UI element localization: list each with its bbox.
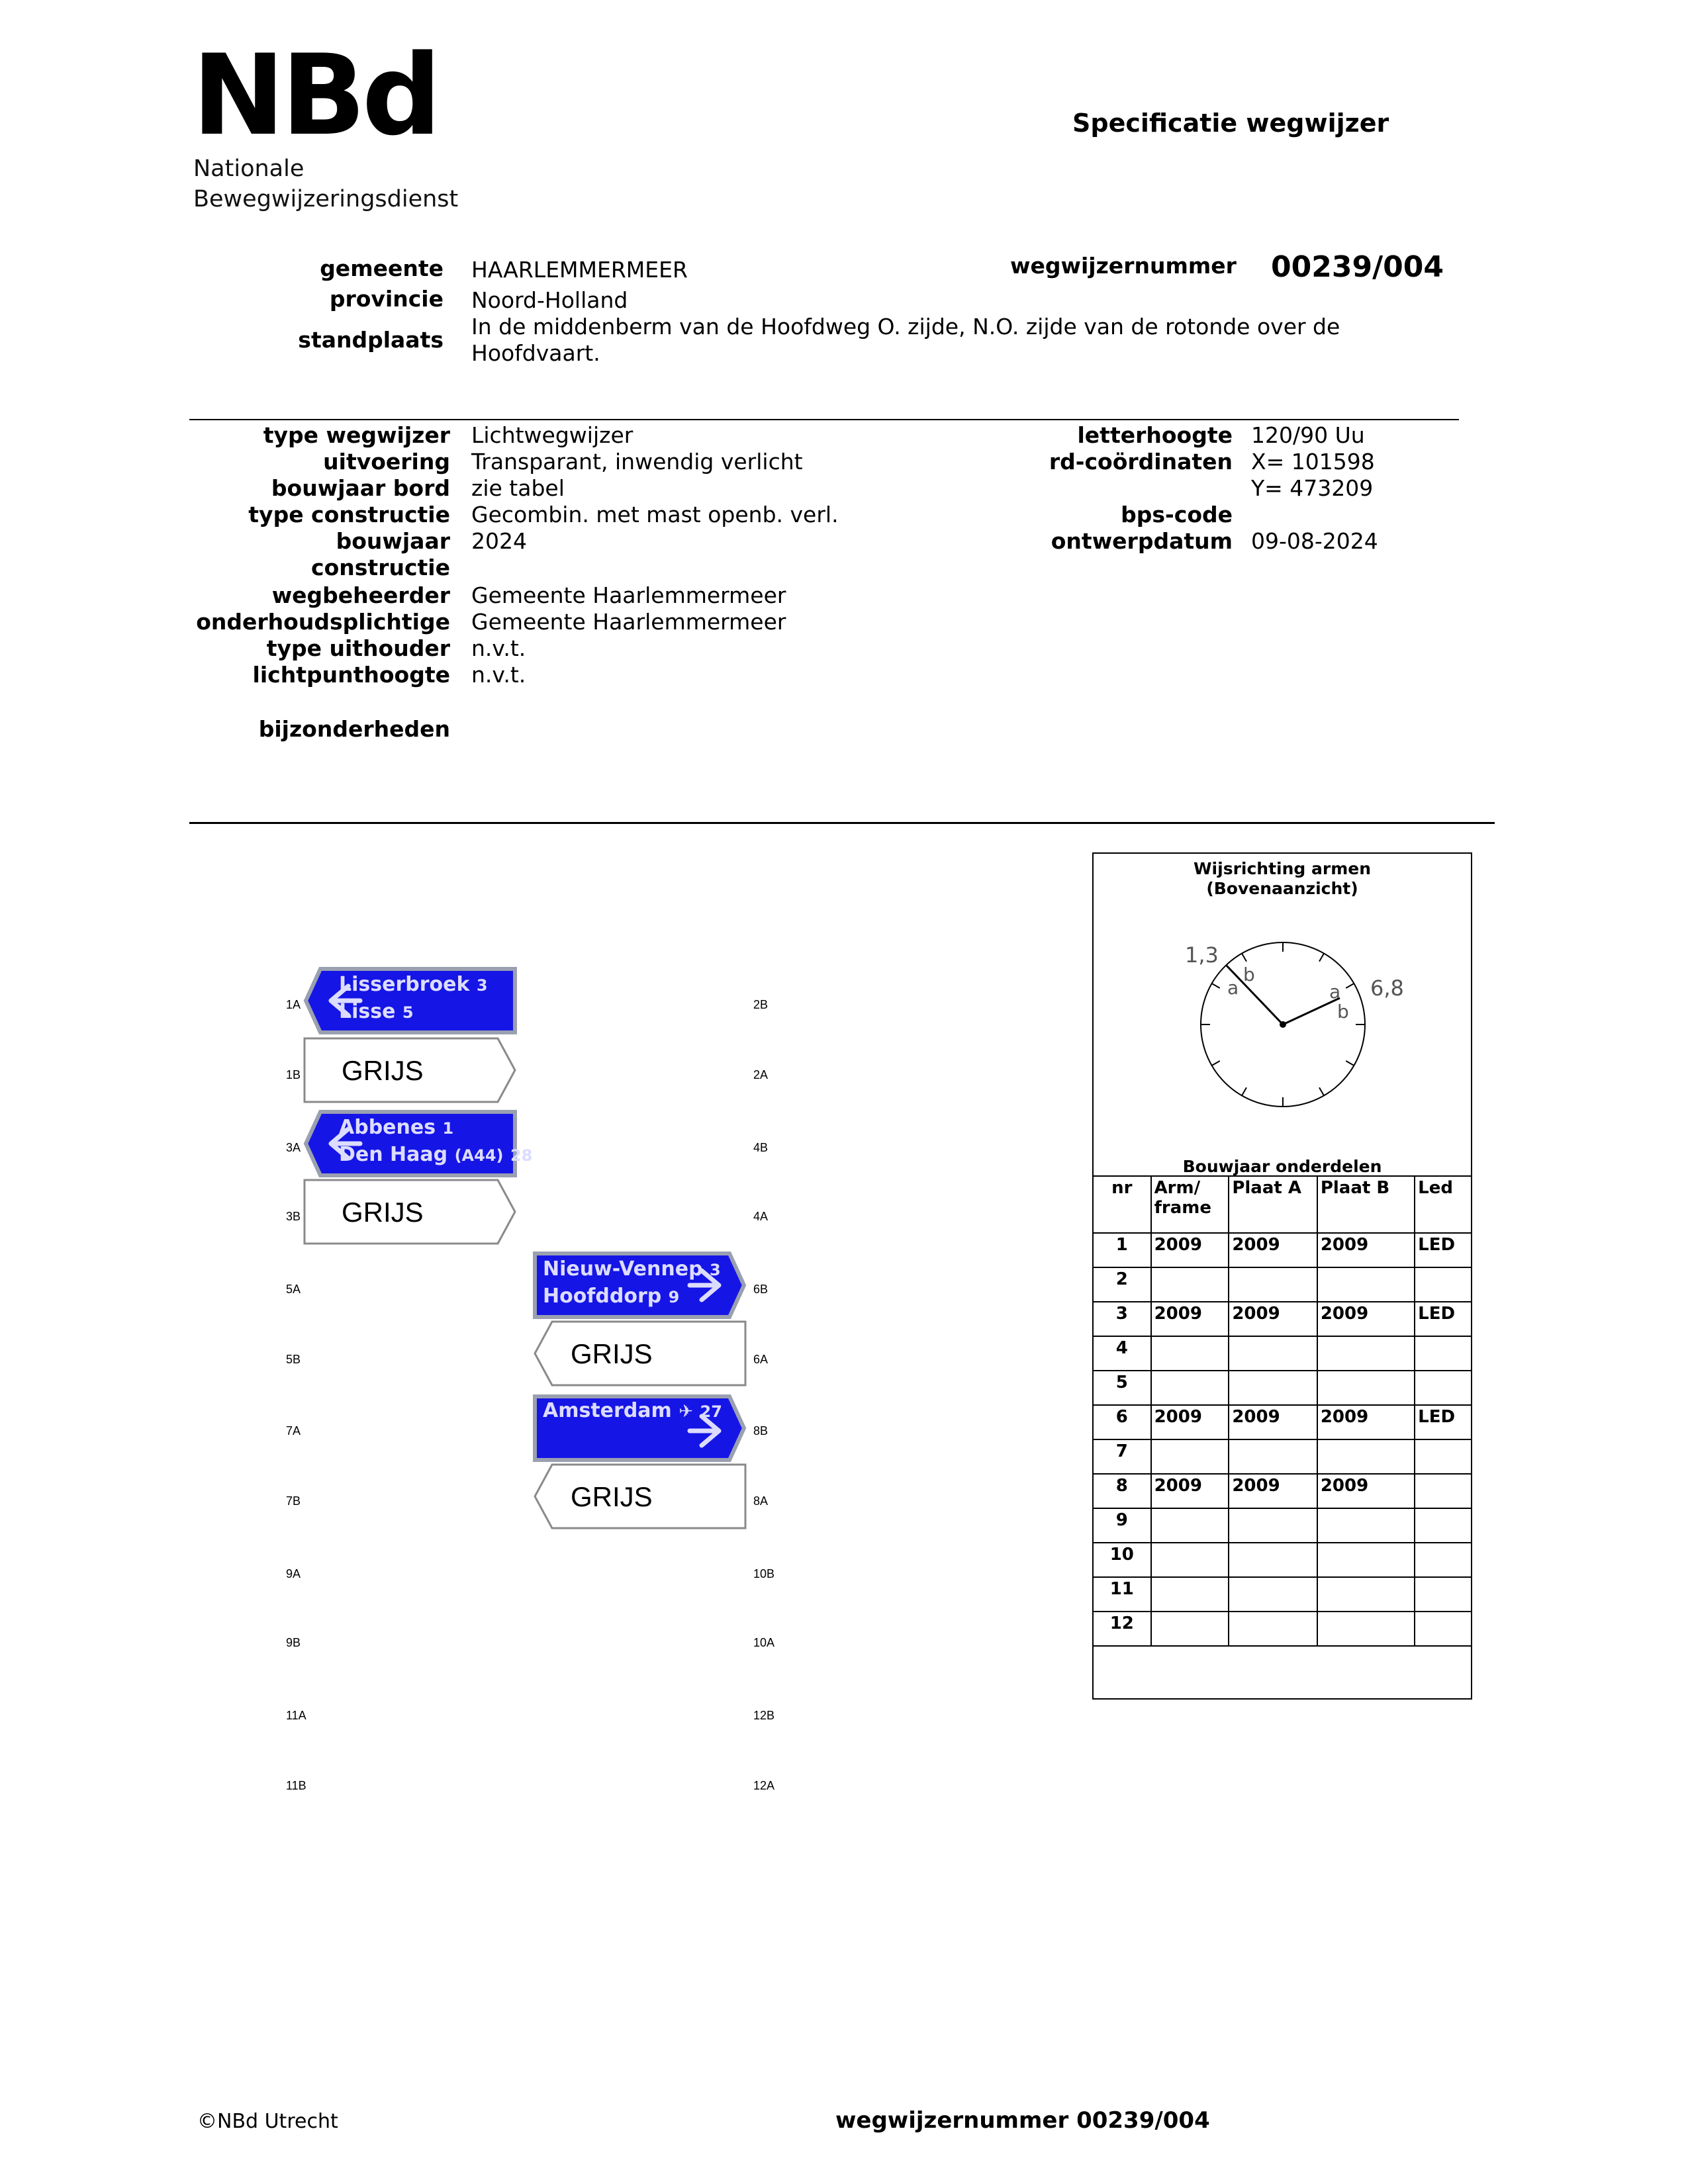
bouwjaar-table: [1092, 1175, 1472, 1647]
bouwjaar-bord-label: bouwjaar bord: [271, 475, 450, 501]
compass-title-2: (Bovenaanzicht): [1206, 879, 1358, 898]
distance: 9: [668, 1288, 680, 1306]
arm-1-3-label: 1,3: [1185, 942, 1219, 968]
table-cell: [1317, 1371, 1415, 1405]
destination: Lisserbroek: [339, 973, 470, 996]
table-cell: 11: [1093, 1577, 1151, 1612]
grijs-label: GRIJS: [342, 1197, 424, 1228]
position-label: 8B: [753, 1424, 769, 1437]
type-wegwijzer-label: type wegwijzer: [263, 422, 450, 448]
position-label: 2A: [753, 1068, 769, 1081]
position-label: 7A: [286, 1424, 301, 1437]
table-cell: [1415, 1577, 1472, 1612]
table-cell: [1229, 1439, 1317, 1474]
table-cell: [1229, 1267, 1317, 1302]
table-cell: 2009: [1229, 1405, 1317, 1439]
rd-coordinaten-label: rd-coördinaten: [1049, 449, 1233, 475]
sign-8B-text: [543, 1398, 722, 1425]
table-cell: 2009: [1151, 1405, 1229, 1439]
grijs-label: GRIJS: [571, 1338, 653, 1369]
table-cell: 2009: [1151, 1302, 1229, 1336]
table-cell: 2009: [1317, 1405, 1415, 1439]
table-cell: 2009: [1151, 1233, 1229, 1267]
arm-end-a: a: [1329, 981, 1341, 1003]
compass-tick: [1242, 954, 1246, 962]
table-cell: [1317, 1543, 1415, 1577]
position-label: 12A: [753, 1779, 775, 1792]
table-cell: [1151, 1371, 1229, 1405]
table-cell: 2009: [1229, 1233, 1317, 1267]
type-uithouder-value: n.v.t.: [471, 635, 526, 661]
table-cell: [1415, 1543, 1472, 1577]
arm-end-b: b: [1337, 1001, 1349, 1023]
compass-diagram: [1178, 933, 1404, 1118]
table-cell: 12: [1093, 1612, 1151, 1646]
type-constructie-label: type constructie: [248, 502, 450, 527]
wegwijzernummer-label: wegwijzernummer: [1010, 253, 1237, 279]
distance: 28: [510, 1146, 533, 1165]
table-cell: 2009: [1317, 1233, 1415, 1267]
table-cell: [1317, 1336, 1415, 1371]
table-cell: [1317, 1508, 1415, 1543]
table-cell: [1229, 1508, 1317, 1543]
letterhoogte-value: 120/90 Uu: [1251, 422, 1365, 448]
table-cell: [1415, 1336, 1472, 1371]
table-cell: 10: [1093, 1543, 1151, 1577]
route-number: (A44): [454, 1146, 504, 1165]
divider-bottom: [189, 822, 1495, 824]
position-label: 10A: [753, 1636, 775, 1649]
table-cell: 3: [1093, 1302, 1151, 1336]
distance: 27: [700, 1402, 722, 1421]
ontwerpdatum-label: ontwerpdatum: [1051, 528, 1233, 554]
divider-top: [189, 419, 1459, 420]
destination: Hoofddorp: [543, 1285, 662, 1308]
logo-line-1: Nationale: [193, 156, 305, 182]
table-cell: 2009: [1151, 1474, 1229, 1508]
document-title: Specificatie wegwijzer: [1072, 109, 1389, 138]
table-cell: LED: [1415, 1233, 1472, 1267]
table-cell: LED: [1415, 1405, 1472, 1439]
position-label: 8A: [753, 1494, 769, 1508]
table-row: [1093, 1336, 1472, 1371]
logo-subtitle: [193, 154, 458, 214]
uitvoering-value: Transparant, inwendig verlicht: [471, 449, 803, 475]
table-cell: 9: [1093, 1508, 1151, 1543]
position-label: 3A: [286, 1141, 301, 1154]
bps-code-label: bps-code: [1121, 502, 1233, 527]
lichtpunthoogte-label: lichtpunthoogte: [252, 662, 450, 688]
table-cell: [1151, 1612, 1229, 1646]
table-header-cell: Led: [1415, 1176, 1472, 1233]
table-header-cell: Plaat A: [1229, 1176, 1317, 1233]
position-label: 9A: [286, 1567, 301, 1580]
table-cell: 1: [1093, 1233, 1151, 1267]
table-cell: [1229, 1577, 1317, 1612]
table-cell: [1229, 1336, 1317, 1371]
table-cell: [1229, 1612, 1317, 1646]
position-label: 4A: [753, 1210, 769, 1223]
type-uithouder-label: type uithouder: [266, 635, 450, 661]
table-cell: [1317, 1577, 1415, 1612]
table-cell: 5: [1093, 1371, 1151, 1405]
table-cell: LED: [1415, 1302, 1472, 1336]
table-cell: 2009: [1317, 1474, 1415, 1508]
footer-wegwijzernummer: wegwijzernummer 00239/004: [835, 2107, 1210, 2134]
table-header-cell: Arm/ frame: [1151, 1176, 1229, 1233]
table-row: [1093, 1612, 1472, 1646]
table-cell: 8: [1093, 1474, 1151, 1508]
bouwjaar-constructie-label-1: bouwjaar: [336, 528, 450, 554]
position-label: 7B: [286, 1494, 301, 1508]
wegwijzernummer-value: 00239/004: [1271, 250, 1444, 284]
table-row: [1093, 1371, 1472, 1405]
provincie-value: Noord-Holland: [471, 287, 628, 313]
sign-6B-text: [543, 1256, 721, 1310]
table-cell: [1415, 1439, 1472, 1474]
table-cell: 2009: [1317, 1302, 1415, 1336]
gemeente-label: gemeente: [320, 255, 444, 281]
position-label: 6A: [753, 1353, 769, 1366]
airport-icon: ✈: [679, 1402, 694, 1422]
distance: 3: [710, 1261, 721, 1279]
destination: Den Haag: [339, 1143, 448, 1166]
nbd-logo: NBd: [192, 30, 438, 160]
table-row: [1093, 1233, 1472, 1267]
position-label: 5B: [286, 1353, 301, 1366]
table-row: [1093, 1439, 1472, 1474]
ontwerpdatum-value: 09-08-2024: [1251, 528, 1378, 554]
table-header-cell: Plaat B: [1317, 1176, 1415, 1233]
position-label: 10B: [753, 1567, 775, 1580]
compass-tick: [1346, 1061, 1354, 1066]
type-wegwijzer-value: Lichtwegwijzer: [471, 422, 633, 448]
type-constructie-value: Gecombin. met mast openb. verl.: [471, 502, 839, 527]
distance: 1: [442, 1119, 454, 1138]
bouwjaar-title: Bouwjaar onderdelen: [1182, 1157, 1382, 1176]
position-label: 12B: [753, 1709, 775, 1722]
table-cell: 2009: [1229, 1474, 1317, 1508]
onderhoudsplichtige-label: onderhoudsplichtige: [196, 609, 450, 635]
destination: Amsterdam: [543, 1399, 672, 1422]
compass-tick: [1242, 1087, 1246, 1095]
position-label: 2B: [753, 998, 769, 1011]
table-cell: [1415, 1508, 1472, 1543]
compass-title-1: Wijsrichting armen: [1193, 859, 1372, 878]
position-label: 3B: [286, 1210, 301, 1223]
gemeente-value: HAARLEMMERMEER: [471, 257, 688, 283]
compass-tick: [1212, 983, 1220, 988]
footer-copyright: ©NBd Utrecht: [197, 2110, 338, 2133]
table-row: [1093, 1267, 1472, 1302]
uitvoering-label: uitvoering: [323, 449, 450, 475]
compass-tick: [1212, 1061, 1220, 1066]
table-cell: [1415, 1612, 1472, 1646]
position-label: 6B: [753, 1283, 769, 1296]
table-cell: 2009: [1229, 1302, 1317, 1336]
table-cell: 4: [1093, 1336, 1151, 1371]
position-label: 5A: [286, 1283, 301, 1296]
table-cell: [1151, 1543, 1229, 1577]
position-label: 1B: [286, 1068, 301, 1081]
table-row: [1093, 1405, 1472, 1439]
table-cell: [1415, 1474, 1472, 1508]
position-label: 9B: [286, 1636, 301, 1649]
table-header-row: [1093, 1176, 1472, 1233]
table-cell: [1151, 1439, 1229, 1474]
sign-1A-text: [339, 972, 488, 1026]
position-label: 11B: [286, 1779, 306, 1792]
letterhoogte-label: letterhoogte: [1077, 422, 1233, 448]
lichtpunthoogte-value: n.v.t.: [471, 662, 526, 688]
position-label: 1A: [286, 998, 301, 1011]
arm-6-8-label: 6,8: [1370, 976, 1404, 1001]
table-cell: [1317, 1439, 1415, 1474]
table-cell: [1229, 1371, 1317, 1405]
distance: 3: [476, 976, 488, 995]
bijzonderheden-label: bijzonderheden: [258, 716, 450, 742]
destination: Nieuw-Vennep: [543, 1257, 703, 1281]
table-cell: [1151, 1336, 1229, 1371]
grijs-label: GRIJS: [571, 1481, 653, 1512]
standplaats-label: standplaats: [298, 327, 444, 353]
position-label: 4B: [753, 1141, 769, 1154]
table-header-cell: nr: [1093, 1176, 1151, 1233]
provincie-label: provincie: [329, 286, 444, 312]
destination: Abbenes: [339, 1116, 436, 1139]
wegbeheerder-value: Gemeente Haarlemmermeer: [471, 582, 786, 608]
table-cell: [1151, 1267, 1229, 1302]
table-cell: 6: [1093, 1405, 1151, 1439]
table-cell: 2: [1093, 1267, 1151, 1302]
logo-line-2: Bewegwijzeringsdienst: [193, 186, 459, 212]
compass-tick: [1319, 954, 1324, 962]
compass-title: [1094, 859, 1471, 899]
table-row: [1093, 1474, 1472, 1508]
position-label: 11A: [286, 1709, 306, 1722]
table-cell: [1151, 1577, 1229, 1612]
grijs-label: GRIJS: [342, 1055, 424, 1086]
rd-x-value: X= 101598: [1251, 449, 1375, 475]
standplaats-line-2: Hoofdvaart.: [471, 340, 600, 366]
arm-end-a: a: [1227, 977, 1239, 999]
table-row: [1093, 1577, 1472, 1612]
wegbeheerder-label: wegbeheerder: [271, 582, 450, 608]
table-cell: [1317, 1612, 1415, 1646]
table-cell: [1229, 1543, 1317, 1577]
bouwjaar-constructie-label-2: constructie: [311, 555, 450, 580]
destination: Lisse: [339, 1000, 396, 1023]
rd-y-value: Y= 473209: [1251, 475, 1374, 501]
bouwjaar-bord-value: zie tabel: [471, 475, 565, 501]
table-cell: [1415, 1267, 1472, 1302]
distance: 5: [402, 1003, 414, 1022]
table-row: [1093, 1302, 1472, 1336]
table-cell: [1317, 1267, 1415, 1302]
arm-end-b: b: [1243, 964, 1255, 985]
table-row: [1093, 1508, 1472, 1543]
standplaats-line-1: In de middenberm van de Hoofdweg O. zijde, N.O. zijde van de rotonde over de: [471, 314, 1340, 340]
table-cell: [1415, 1371, 1472, 1405]
compass-tick: [1346, 983, 1354, 988]
bouwjaar-constructie-value: 2024: [471, 528, 527, 554]
compass-tick: [1319, 1087, 1324, 1095]
onderhoudsplichtige-value: Gemeente Haarlemmermeer: [471, 609, 786, 635]
table-cell: 7: [1093, 1439, 1151, 1474]
table-row: [1093, 1543, 1472, 1577]
sign-3A-text: [339, 1115, 532, 1169]
table-cell: [1151, 1508, 1229, 1543]
